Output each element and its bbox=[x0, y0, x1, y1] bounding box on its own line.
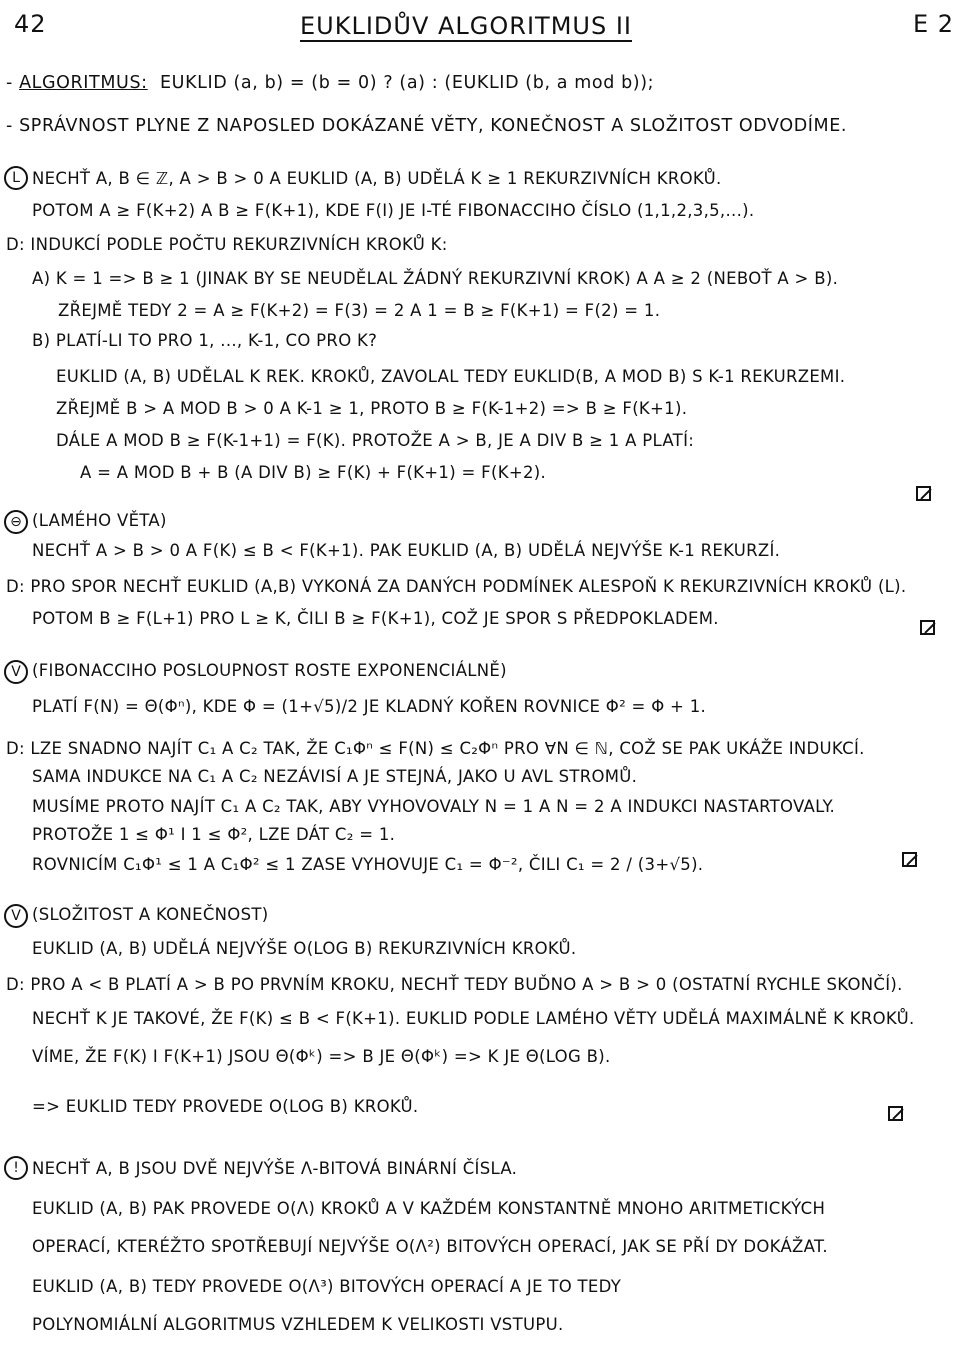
page-number: 42 bbox=[14, 10, 47, 38]
fib-proof-4: PROTOŽE 1 ≤ Φ¹ I 1 ≤ Φ², LZE DÁT C₂ = 1. bbox=[32, 825, 396, 844]
lemma1-proof-3: ZŘEJMĚ TEDY 2 = A ≥ F(K+2) = F(3) = 2 A 1 = B ≥ F(K+1) = F(2) = 1. bbox=[58, 301, 661, 320]
correctness-line: - SPRÁVNOST PLYNE Z NAPOSLED DOKÁZANÉ VĚTY, KONEČNOST A SLOŽITOST ODVODÍME. bbox=[6, 116, 848, 136]
lemma1-proof-1: D: INDUKCÍ PODLE POČTU REKURZIVNÍCH KROKŮ K: bbox=[6, 235, 448, 254]
theorem-mark: V bbox=[4, 904, 28, 928]
fib-proof-3: MUSÍME PROTO NAJÍT C₁ A C₂ TAK, ABY VYHOVOVALY N = 1 A N = 2 A INDUKCI NASTARTOVALY. bbox=[32, 797, 836, 816]
theorem-mark: ⊖ bbox=[4, 510, 28, 534]
note-line-5: POLYNOMIÁLNÍ ALGORITMUS VZHLEDEM K VELIKOSTI VSTUPU. bbox=[32, 1315, 564, 1334]
lemma-mark: L bbox=[4, 166, 28, 190]
complexity-heading: (SLOŽITOST A KONEČNOST) bbox=[32, 905, 269, 924]
lemma1-statement-1: NECHŤ A, B ∈ ℤ, A > B > 0 A EUKLID (A, B) UDĚLÁ K ≥ 1 REKURZIVNÍCH KROKŮ. bbox=[32, 169, 722, 188]
note-line-2: EUKLID (A, B) PAK PROVEDE O(Λ) KROKŮ A V KAŽDÉM KONSTANTNĚ MNOHO ARITMETICKÝCH bbox=[32, 1199, 826, 1218]
qed-mark bbox=[916, 486, 931, 501]
note-line-3: OPERACÍ, KTERÉŽTO SPOTŘEBUJÍ NEJVÝŠE O(Λ²) BITOVÝCH OPERACÍ, JAK SE PŘÍ DY DOKÁŽAT. bbox=[32, 1237, 828, 1256]
page-title: EUKLIDŮV ALGORITMUS II bbox=[300, 12, 632, 40]
fib-proof-2: SAMA INDUKCE NA C₁ A C₂ NEZÁVISÍ A JE STEJNÁ, JAKO U AVL STROMŮ. bbox=[32, 767, 638, 786]
fib-proof-1: D: LZE SNADNO NAJÍT C₁ A C₂ TAK, ŽE C₁Φⁿ ≤ F(N) ≤ C₂Φⁿ PRO ∀N ∈ ℕ, COŽ SE PAK UKÁŽE INDUKCÍ. bbox=[6, 739, 865, 758]
lame-proof-1: D: PRO SPOR NECHŤ EUKLID (A,B) VYKONÁ ZA DANÝCH PODMÍNEK ALESPOŇ K REKURZIVNÍCH KROKŮ (L). bbox=[6, 577, 907, 596]
lemma1-proof-6: ZŘEJMĚ B > A MOD B > 0 A K-1 ≥ 1, PROTO B ≥ F(K-1+2) => B ≥ F(K+1). bbox=[56, 399, 688, 418]
complexity-proof-1: D: PRO A < B PLATÍ A > B PO PRVNÍM KROKU, NECHŤ TEDY BUĎNO A > B > 0 (OSTATNÍ RYCHLE SKONČÍ). bbox=[6, 975, 903, 994]
complexity-statement: EUKLID (A, B) UDĚLÁ NEJVÝŠE O(LOG B) REKURZIVNÍCH KROKŮ. bbox=[32, 939, 577, 958]
lemma1-proof-7: DÁLE A MOD B ≥ F(K-1+1) = F(K). PROTOŽE A > B, JE A DIV B ≥ 1 A PLATÍ: bbox=[56, 431, 695, 450]
algorithm-label: ALGORITMUS: bbox=[19, 73, 148, 93]
theorem-mark: V bbox=[4, 660, 28, 684]
complexity-proof-4: => EUKLID TEDY PROVEDE O(LOG B) KROKŮ. bbox=[32, 1097, 419, 1116]
lemma1-statement-2: POTOM A ≥ F(K+2) A B ≥ F(K+1), KDE F(I) JE I-TÉ FIBONACCIHO ČÍSLO (1,1,2,3,5,...). bbox=[32, 201, 755, 220]
algorithm-line: - ALGORITMUS: EUKLID (a, b) = (b = 0) ? (a) : (EUKLID (b, a mod b)); bbox=[6, 73, 655, 93]
lemma1-proof-5: EUKLID (A, B) UDĚLAL K REK. KROKŮ, ZAVOLAL TEDY EUKLID(B, A MOD B) S K-1 REKURZEMI. bbox=[56, 367, 846, 386]
lame-proof-2: POTOM B ≥ F(L+1) PRO L ≥ K, ČILI B ≥ F(K+1), COŽ JE SPOR S PŘEDPOKLADEM. bbox=[32, 609, 719, 628]
lemma1-proof-8: A = A MOD B + B (A DIV B) ≥ F(K) + F(K+1) = F(K+2). bbox=[80, 463, 547, 482]
lemma1-proof-4: B) PLATÍ-LI TO PRO 1, ..., K-1, CO PRO K? bbox=[32, 331, 378, 350]
lame-statement: NECHŤ A > B > 0 A F(K) ≤ B < F(K+1). PAK EUKLID (A, B) UDĚLÁ NEJVÝŠE K-1 REKURZÍ. bbox=[32, 541, 781, 560]
page-code: E 2 bbox=[912, 10, 954, 38]
note-mark: ! bbox=[4, 1156, 28, 1180]
fib-proof-5: ROVNICÍM C₁Φ¹ ≤ 1 A C₁Φ² ≤ 1 ZASE VYHOVUJE C₁ = Φ⁻², ČILI C₁ = 2 / (3+√5). bbox=[32, 855, 704, 874]
complexity-proof-2: NECHŤ K JE TAKOVÉ, ŽE F(K) ≤ B < F(K+1). EUKLID PODLE LAMÉHO VĚTY UDĚLÁ MAXIMÁLNĚ K KROKŮ. bbox=[32, 1009, 915, 1028]
fib-heading: (FIBONACCIHO POSLOUPNOST ROSTE EXPONENCIÁLNĚ) bbox=[32, 661, 507, 680]
lame-heading: (LAMÉHO VĚTA) bbox=[32, 511, 167, 530]
note-line-4: EUKLID (A, B) TEDY PROVEDE O(Λ³) BITOVÝCH OPERACÍ A JE TO TEDY bbox=[32, 1277, 622, 1296]
algorithm-definition: EUKLID (a, b) = (b = 0) ? (a) : (EUKLID (b, a mod b)); bbox=[160, 73, 655, 93]
qed-mark bbox=[888, 1106, 903, 1121]
note-line-1: NECHŤ A, B JSOU DVĚ NEJVÝŠE Λ-BITOVÁ BINÁRNÍ ČÍSLA. bbox=[32, 1159, 518, 1178]
qed-mark bbox=[920, 620, 935, 635]
lemma1-proof-2: A) K = 1 => B ≥ 1 (JINAK BY SE NEUDĚLAL ŽÁDNÝ REKURZIVNÍ KROK) A A ≥ 2 (NEBOŤ A > B). bbox=[32, 269, 839, 288]
fib-statement: PLATÍ F(N) = Θ(Φⁿ), KDE Φ = (1+√5)/2 JE KLADNÝ KOŘEN ROVNICE Φ² = Φ + 1. bbox=[32, 697, 707, 716]
qed-mark bbox=[902, 852, 917, 867]
complexity-proof-3: VÍME, ŽE F(K) I F(K+1) JSOU Θ(Φᵏ) => B JE Θ(Φᵏ) => K JE Θ(LOG B). bbox=[32, 1047, 611, 1066]
